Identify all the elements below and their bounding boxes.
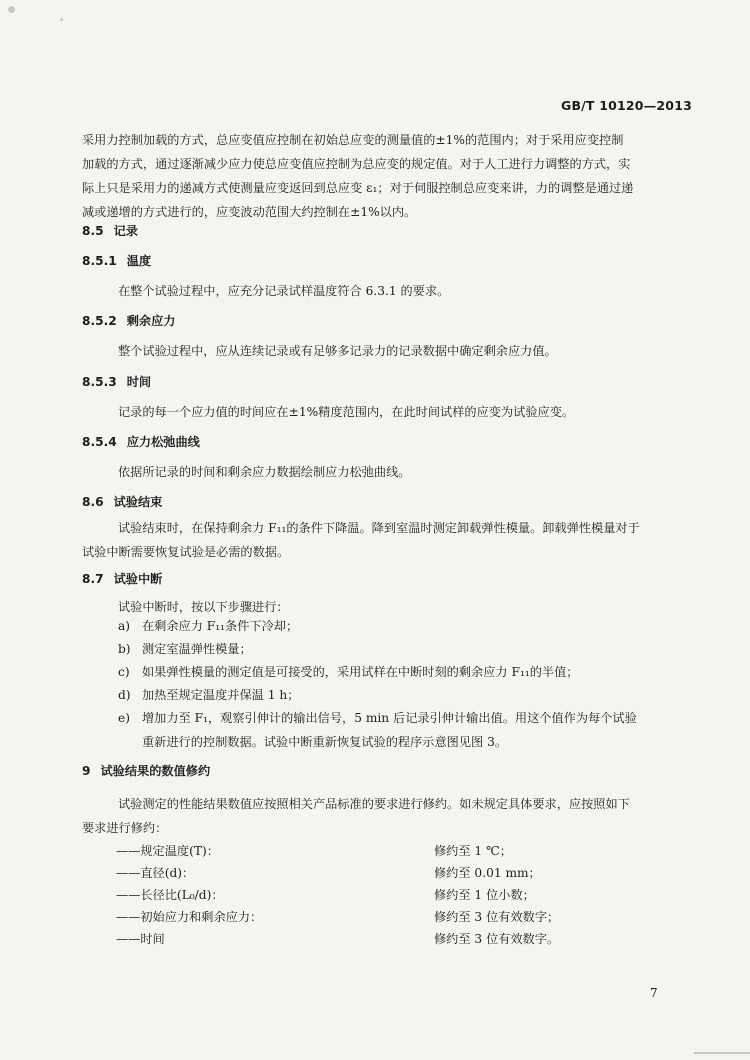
section-number: 9 — [82, 764, 91, 778]
section-body: 试验中断时，按以下步骤进行： — [118, 600, 289, 614]
section-heading-8-6 — [82, 493, 162, 510]
list-item — [118, 614, 692, 638]
section-number: 8.5 — [82, 224, 104, 238]
section-title: 温度 — [126, 254, 152, 268]
requirement-label: ——初始应力和剩余应力： — [116, 910, 263, 924]
paragraph-line: 试验测定的性能结果数值应按照相关产品标准的要求进行修约。如未规定具体要求，应按照如下 — [118, 797, 630, 811]
requirement-value: 修约至 3 位有效数字； — [434, 910, 560, 924]
list-text-continuation: 重新进行的控制数据。试验中断重新恢复试验的程序示意图见图 3。 — [142, 735, 508, 749]
list-text: 在剩余应力 F₁₁条件下冷却； — [142, 619, 299, 633]
section-paragraph — [82, 792, 692, 840]
list-text: 如果弹性模量的测定值是可接受的，采用试样在中断时刻的剩余应力 F₁₁的半值； — [142, 665, 579, 679]
page-number: 7 — [650, 986, 658, 1000]
list-marker: a) — [118, 619, 131, 633]
section-number: 8.7 — [82, 572, 104, 586]
list-text: 测定室温弹性模量； — [142, 642, 252, 656]
intro-line: 际上只是采用力的递减方式使测量应变返回到总应变 ε₁；对于伺服控制总应变来讲，力的调整是通过递 — [82, 181, 634, 195]
section-number: 8.6 — [82, 495, 104, 509]
list-marker: b) — [118, 642, 131, 656]
section-title: 试验中断 — [113, 572, 163, 586]
list-text: 加热至规定温度并保温 1 h； — [142, 688, 300, 702]
section-title: 应力松弛曲线 — [126, 435, 200, 449]
section-body: 记录的每一个应力值的时间应在±1%精度范围内，在此时间试样的应变为试验应变。 — [118, 405, 575, 419]
list-marker: d) — [118, 688, 131, 702]
section-body: 依据所记录的时间和剩余应力数据绘制应力松弛曲线。 — [118, 465, 411, 479]
section-title: 剩余应力 — [126, 314, 176, 328]
intro-line: 加载的方式，通过逐渐减少应力使总应变值应控制为总应变的规定值。对于人工进行力调整的方式，实 — [82, 157, 631, 171]
requirement-value: 修约至 1 位小数； — [434, 888, 535, 902]
list-text: 增加力至 F₁，观察引伸计的输出信号，5 min 后记录引伸计输出值。用这个值作为每个试验 — [142, 711, 637, 725]
list-item — [118, 683, 692, 707]
scan-edge — [694, 1052, 750, 1054]
section-title: 记录 — [113, 224, 138, 238]
intro-line: 减或递增的方式进行的，应变波动范围大约控制在±1%以内。 — [82, 205, 417, 219]
requirement-label: ——长径比(L₀/d)： — [116, 888, 224, 902]
section-number: 8.5.3 — [82, 375, 117, 389]
section-heading-8-5-3 — [82, 373, 151, 390]
section-body: 整个试验过程中，应从连续记录或有足够多记录力的记录数据中确定剩余应力值。 — [118, 344, 557, 358]
list-item — [118, 660, 692, 684]
requirement-value: 修约至 3 位有效数字。 — [434, 932, 560, 946]
intro-paragraph — [82, 128, 692, 224]
section-heading-8-7 — [82, 570, 162, 587]
list-marker: c) — [118, 665, 130, 679]
requirement-label: ——规定温度(T)： — [116, 844, 219, 858]
list-item — [118, 706, 692, 754]
section-heading-9 — [82, 762, 210, 779]
section-title: 时间 — [126, 375, 152, 389]
section-title: 试验结果的数值修约 — [100, 764, 211, 778]
requirement-label: ——时间 — [116, 932, 165, 946]
paragraph-line: 试验中断需要恢复试验是必需的数据。 — [82, 545, 290, 559]
paragraph-line: 要求进行修约： — [82, 821, 168, 835]
section-heading-8-5 — [82, 222, 138, 239]
scan-speck — [8, 6, 15, 13]
section-title: 试验结束 — [113, 495, 163, 509]
list-marker: e) — [118, 711, 130, 725]
requirement-value: 修约至 1 ℃； — [434, 844, 512, 858]
section-body: 在整个试验过程中，应充分记录试样温度符合 6.3.1 的要求。 — [118, 284, 450, 298]
list-item — [118, 637, 692, 661]
requirement-label: ——直径(d)： — [116, 866, 195, 880]
section-heading-8-5-2 — [82, 312, 175, 329]
section-number: 8.5.4 — [82, 435, 117, 449]
standard-code: GB/T 10120—2013 — [560, 98, 692, 113]
section-number: 8.5.1 — [82, 254, 117, 268]
paragraph-line: 试验结束时，在保持剩余力 F₁₁的条件下降温。降到室温时测定卸载弹性模量。卸载弹性模量对于 — [118, 521, 640, 535]
section-heading-8-5-1 — [82, 252, 151, 269]
section-heading-8-5-4 — [82, 433, 200, 450]
scan-speck — [60, 18, 63, 21]
intro-line: 采用力控制加载的方式，总应变值应控制在初始总应变的测量值的±1%的范围内；对于采用应变控制 — [82, 133, 624, 147]
requirement-value: 修约至 0.01 mm； — [434, 866, 541, 880]
section-paragraph — [82, 516, 692, 564]
section-number: 8.5.2 — [82, 314, 117, 328]
